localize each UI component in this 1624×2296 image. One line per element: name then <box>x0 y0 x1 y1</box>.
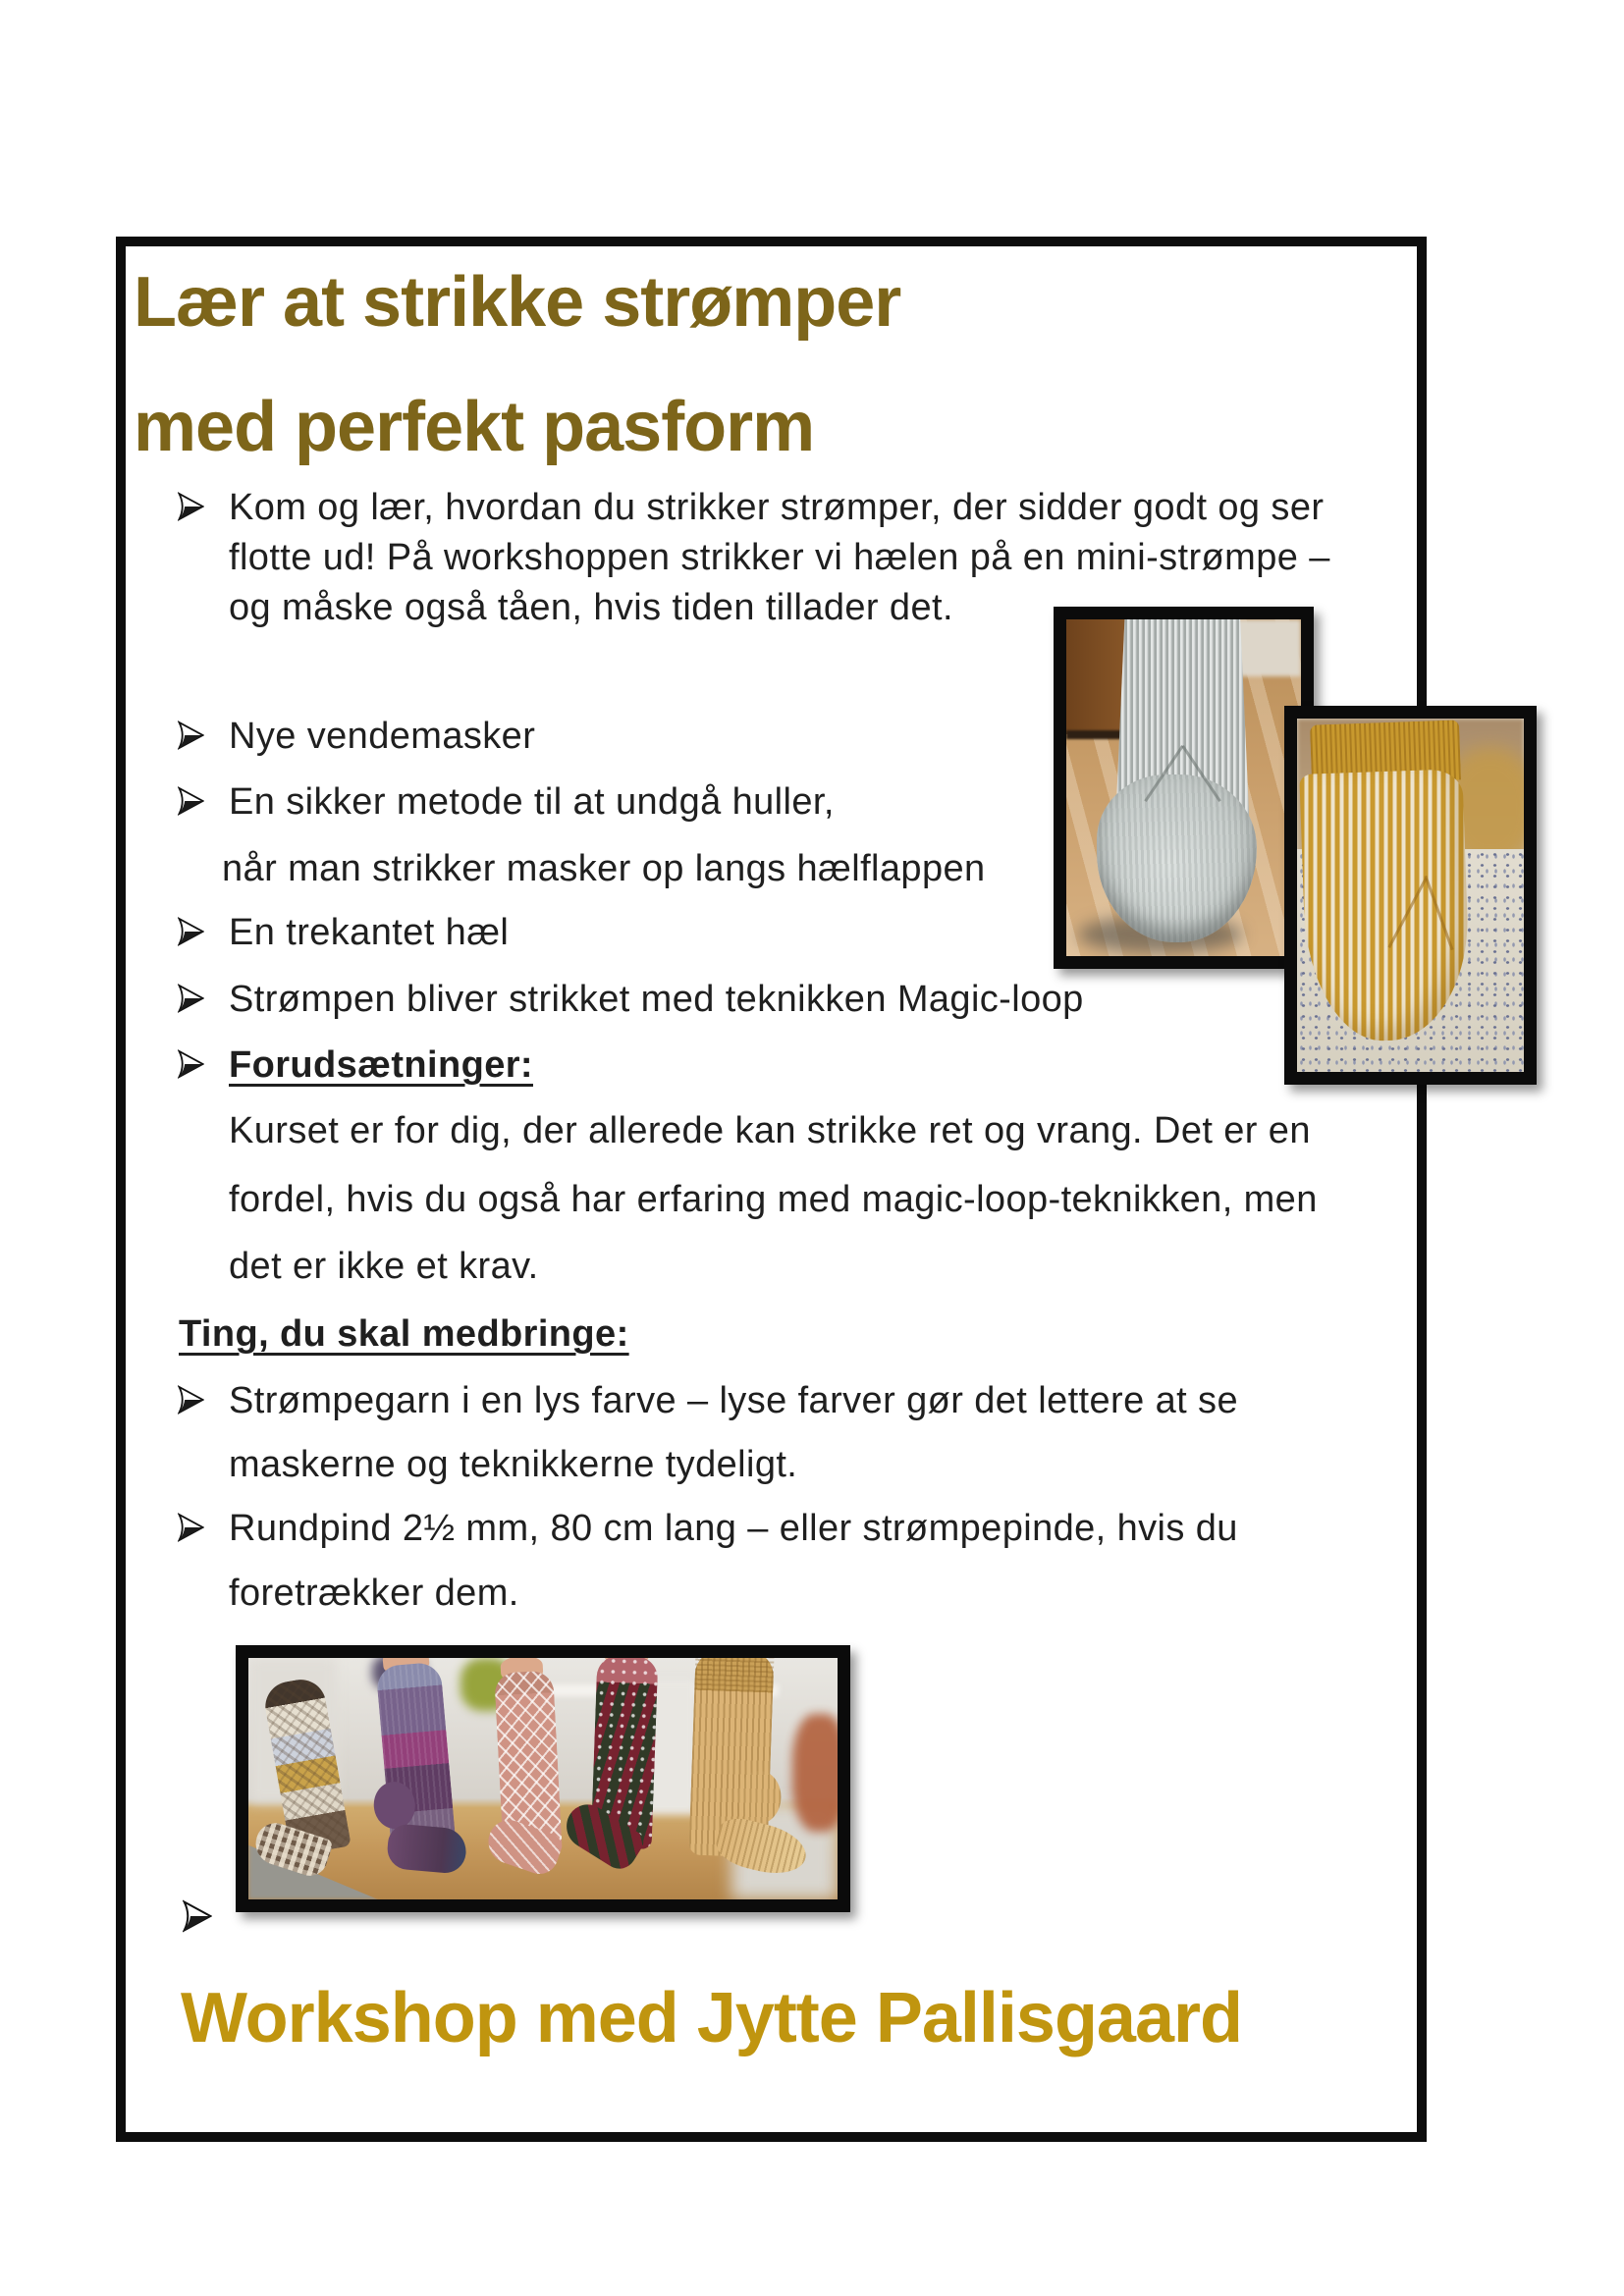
grey-photo-scene <box>1066 619 1301 956</box>
bullet-triangular-heel: En trekantet hæl <box>229 912 510 953</box>
intro-line-2: flotte ud! På workshoppen strikker vi hælen på en mini-strømpe – <box>229 537 1330 578</box>
bring-items-heading: Ting, du skal medbringe: <box>179 1313 629 1355</box>
bullet-arrow-icon <box>178 786 204 816</box>
group-photo-scene <box>248 1658 838 1899</box>
bullet-new-turn-stitches: Nye vendemasker <box>229 716 536 757</box>
bullet-yarn-line-1: Strømpegarn i en lys farve – lyse farver gør det lettere at se <box>229 1380 1238 1421</box>
photo-sock-collection <box>236 1645 850 1912</box>
bullet-yarn-line-2: maskerne og teknikkerne tydeligt. <box>229 1444 798 1485</box>
photo-yellow-sock-heel <box>1284 706 1537 1085</box>
intro-line-1: Kom og lær, hvordan du strikker strømper, der sidder godt og ser <box>229 487 1325 528</box>
bullet-needles-line-2: foretrækker dem. <box>229 1573 519 1614</box>
page-title-line-1: Lær at strikke strømper <box>134 263 901 342</box>
bullet-arrow-icon <box>178 984 204 1013</box>
bullet-avoid-holes: En sikker metode til at undgå huller, <box>229 781 835 823</box>
camel-ribbed-sock <box>688 1658 774 1857</box>
pink-lattice-sock <box>494 1671 563 1858</box>
bullet-arrow-icon <box>178 492 204 521</box>
bullet-arrow-icon <box>178 1513 204 1542</box>
bullet-arrow-icon <box>183 1899 212 1933</box>
sock-cuff <box>694 1658 774 1692</box>
striped-red-green-sock <box>591 1658 659 1849</box>
prerequisites-line-2: fordel, hvis du også har erfaring med magic-loop-teknikken, men <box>229 1179 1318 1220</box>
bullet-needles-line-1: Rundpind 2½ mm, 80 cm lang – eller strømpepinde, hvis du <box>229 1508 1238 1549</box>
bullet-arrow-icon <box>178 1049 204 1079</box>
intro-line-3: og måske også tåen, hvis tiden tillader det. <box>229 587 953 628</box>
partial-rust-sock <box>792 1714 838 1832</box>
prerequisites-line-3: det er ikke et krav. <box>229 1246 539 1287</box>
page-title-line-2: med perfekt pasform <box>134 388 815 466</box>
bullet-arrow-icon <box>178 917 204 946</box>
bullet-arrow-icon <box>178 721 204 750</box>
workshop-host-title: Workshop med Jytte Pallisgaard <box>181 1979 1243 2057</box>
yellow-photo-scene <box>1297 719 1524 1072</box>
photo-grey-sock-heel <box>1054 607 1314 969</box>
prerequisites-line-1: Kurset er for dig, der allerede kan strikke ret og vrang. Det er en <box>229 1110 1311 1151</box>
bullet-arrow-icon <box>178 1385 204 1415</box>
bullet-avoid-holes-continuation: når man strikker masker op langs hælflappen <box>222 848 986 889</box>
prerequisites-heading: Forudsætninger: <box>229 1044 533 1086</box>
bullet-magic-loop: Strømpen bliver strikket med teknikken Magic-loop <box>229 979 1084 1020</box>
